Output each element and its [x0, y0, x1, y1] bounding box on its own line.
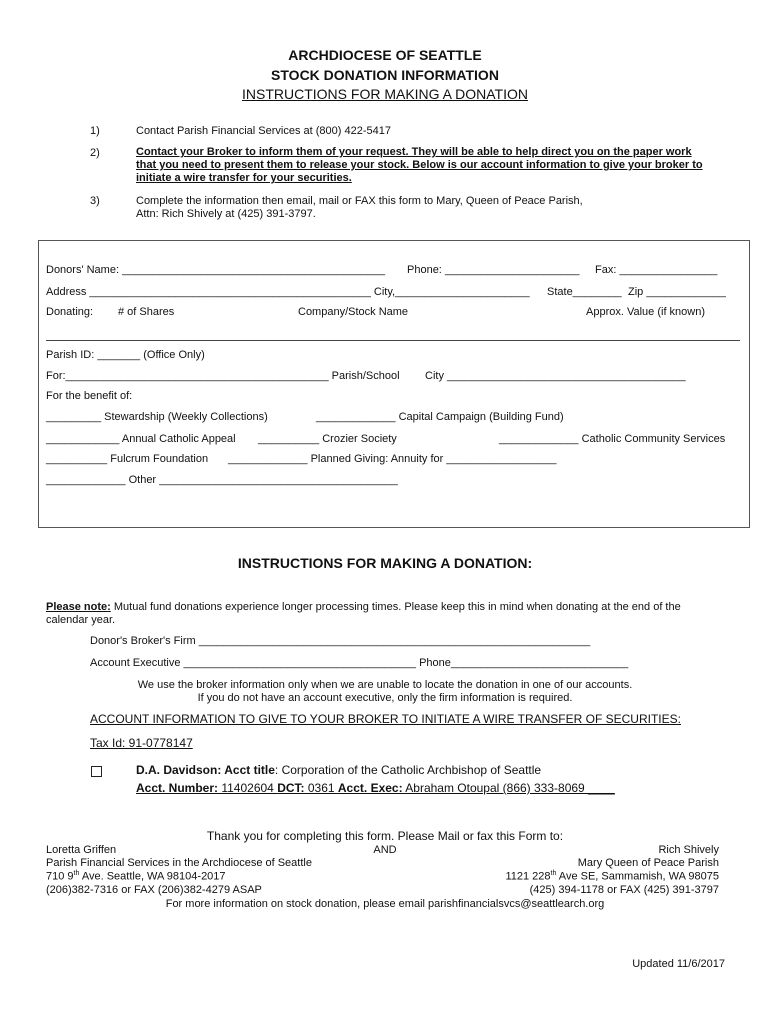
company-label: Company/Stock Name: [298, 306, 409, 318]
step-text: that you need to present them to release your stock. Below is our account information to give your broker to: [136, 159, 703, 171]
step-text: initiate a wire transfer for your securities.: [136, 172, 352, 184]
thanks-text: Thank you for completing this form. Please Mail or fax this Form to:: [206, 829, 564, 843]
title-instructions: INSTRUCTIONS FOR MAKING A DONATION: [242, 86, 528, 102]
zip-field[interactable]: Zip _____________: [628, 286, 726, 298]
account-info-heading: ACCOUNT INFORMATION TO GIVE TO YOUR BROKER TO INITIATE A WIRE TRANSFER OF SECURITIES:: [90, 712, 681, 726]
right-contact-address: 1121 228th Ave SE, Sammamish, WA 98075: [505, 870, 719, 883]
acct-number: 11402604: [218, 781, 278, 795]
broker-info-note: If you do not have an account executive, only the firm information is required.: [197, 692, 573, 704]
left-contact-phone: (206)382-7316 or FAX (206)382-4279 ASAP: [46, 884, 262, 896]
step-number: 1): [90, 125, 100, 137]
step-text: Contact your Broker to inform them of your request. They will be able to help direct you on the paper work: [136, 146, 692, 158]
capital-campaign-option[interactable]: _____________ Capital Campaign (Building Fund): [316, 411, 564, 423]
parish-id-field: Parish ID: _______ (Office Only): [46, 349, 205, 361]
exec-value: Abraham Otoupal (866) 333-8069 ____: [402, 781, 615, 795]
more-info-text: For more information on stock donation, please email parishfinancialsvcs@seattlearch.org: [165, 898, 605, 910]
planned-giving-option[interactable]: _____________ Planned Giving: Annuity for __________________: [228, 453, 557, 465]
fax-field[interactable]: Fax: ________________: [595, 264, 718, 276]
phone-field[interactable]: Phone: ______________________: [407, 264, 580, 276]
stewardship-option[interactable]: _________ Stewardship (Weekly Collections): [46, 411, 268, 423]
left-contact-name: Loretta Griffen: [46, 844, 117, 856]
acct-number-label: Acct. Number:: [136, 781, 219, 795]
broker-info-note: We use the broker information only when we are unable to locate the donation in one of our accounts.: [137, 679, 633, 691]
instructions-heading: INSTRUCTIONS FOR MAKING A DONATION:: [237, 555, 533, 571]
dct-value: 0361: [304, 781, 338, 795]
title-stock-donation: STOCK DONATION INFORMATION: [271, 67, 499, 83]
step-text: Contact Parish Financial Services at (800) 422-5417: [136, 125, 391, 137]
shares-label: # of Shares: [118, 306, 175, 318]
account-exec-field[interactable]: Account Executive ______________________________________ Phone_____________________________: [90, 657, 629, 669]
exec-label: Acct. Exec:: [337, 781, 403, 795]
donor-name-field[interactable]: Donors' Name: ___________________________________________: [46, 264, 386, 276]
step-number: 3): [90, 195, 100, 207]
left-contact-address: 710 9th Ave. Seattle, WA 98104-2017: [46, 870, 226, 883]
city-field[interactable]: City _______________________________________: [425, 370, 686, 382]
dct-label: DCT:: [277, 781, 305, 795]
value-label: Approx. Value (if known): [586, 306, 706, 318]
left-contact-org: Parish Financial Services in the Archdiocese of Seattle: [46, 857, 312, 869]
and-text: AND: [373, 844, 397, 856]
ccs-option[interactable]: _____________ Catholic Community Services: [499, 433, 726, 445]
broker-firm-field[interactable]: Donor's Broker's Firm ________________________________________________________________: [90, 635, 591, 647]
crozier-option[interactable]: __________ Crozier Society: [258, 433, 397, 445]
tax-id: Tax Id: 91-0778147: [90, 736, 193, 750]
annual-appeal-option[interactable]: ____________ Annual Catholic Appeal: [46, 433, 236, 445]
fulcrum-option[interactable]: __________ Fulcrum Foundation: [46, 453, 209, 465]
updated-date: Updated 11/6/2017: [632, 958, 725, 970]
benefit-label: For the benefit of:: [46, 390, 133, 402]
donating-line[interactable]: [46, 340, 740, 341]
other-option[interactable]: _____________ Other _______________________________________: [46, 474, 398, 486]
davidson-title: : Corporation of the Catholic Archbishop of Seattle: [274, 763, 542, 777]
right-contact-org: Mary Queen of Peace Parish: [577, 857, 719, 869]
davidson-label: D.A. Davidson: Acct title: [136, 763, 275, 777]
address-field[interactable]: Address ______________________________________________ City,______________________: [46, 286, 530, 298]
right-contact-name: Rich Shively: [658, 844, 719, 856]
step-text: Complete the information then email, mail or FAX this form to Mary, Queen of Peace Parish,: [136, 195, 583, 207]
note-label: Please note:: [46, 601, 111, 613]
state-field[interactable]: State________: [547, 286, 622, 298]
step-number: 2): [90, 147, 100, 159]
note-text: calendar year.: [46, 614, 116, 626]
title-archdiocese: ARCHDIOCESE OF SEATTLE: [288, 47, 482, 63]
step-text: Attn: Rich Shively at (425) 391-3797.: [136, 208, 316, 220]
donating-label: Donating:: [46, 306, 94, 318]
note-text: Mutual fund donations experience longer processing times. Please keep this in mind when donating at the end of the: [110, 601, 681, 613]
right-contact-phone: (425) 394-1178 or FAX (425) 391-3797: [529, 884, 719, 896]
for-field[interactable]: For:___________________________________________ Parish/School: [46, 370, 400, 382]
checkbox[interactable]: [91, 766, 102, 777]
